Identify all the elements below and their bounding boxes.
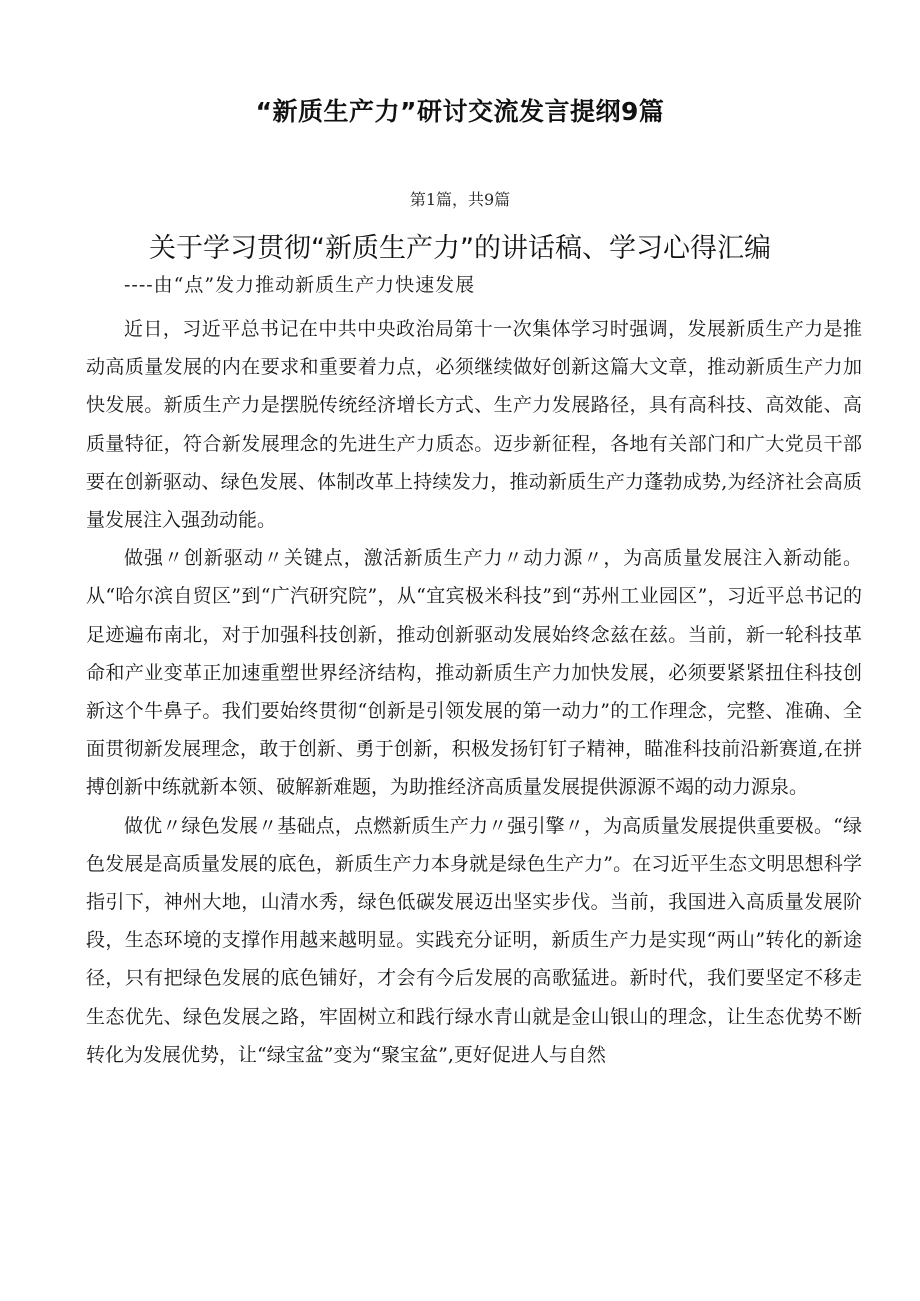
paragraph: 做优〃绿色发展〃基础点，点燃新质生产力〃强引擎〃，为高质量发展提供重要极。“绿色发展是高质量发展的底色，新质生产力本身就是绿色生产力”。在习近平生态文明思想科学指引下，神州大地，山清水秀，绿色低碳发展迈出坚实步伐。当前，我国进入高质量发展阶段，生态环境的支撑作用越来越明显。实践充分证明，新质生产力是实现“两山”转化的新途径，只有把绿色发展的底色铺好，才会有今后发展的高歌猛进。新时代，我们要坚定不移走生态优先、绿色发展之路，牢固树立和践行绿水青山就是金山银山的理念，让生态优势不断转化为发展优势，让“绿宝盆”变为“聚宝盆”,更好促进人与自然 — [86, 814, 862, 1066]
part-counter: 第1篇，共9篇 — [409, 190, 511, 209]
paragraph: 做强〃创新驱动〃关键点，激活新质生产力〃动力源〃，为高质量发展注入新动能。从“哈尔滨自贸区”到“广汽研究院”，从“宜宾极米科技”到“苏州工业园区”，习近平总书记的足迹遍布南北，对于加强科技创新，推动创新驱动发展始终念兹在兹。当前，新一轮科技革命和产业变革正加速重塑世界经济结构，推动新质生产力加快发展，必须要紧紧扭住科技创新这个牛鼻子。我们要始终贯彻“创新是引领发展的第一动力”的工作理念，完整、准确、全面贯彻新发展理念，敢于创新、勇于创新，积极发扬钉钉子精神，瞄准科技前沿新赛道,在拼搏创新中练就新本领、破解新难题，为助推经济高质量发展提供源源不竭的动力源泉。 — [86, 547, 862, 799]
body-text — [86, 310, 862, 1074]
section-subtitle: ----由“点”发力推动新质生产力快速发展 — [124, 274, 476, 296]
paragraph: 近日，习近平总书记在中共中央政治局第十一次集体学习时强调，发展新质生产力是推动高质量发展的内在要求和重要着力点，必须继续做好创新这篇大文章，推动新质生产力加快发展。新质生产力是摆脱传统经济增长方式、生产力发展路径，具有高科技、高效能、高质量特征，符合新发展理念的先进生产力质态。迈步新征程，各地有关部门和广大党员干部要在创新驱动、绿色发展、体制改革上持续发力，推动新质生产力蓬勃成势,为经济社会高质量发展注入强劲动能。 — [86, 318, 862, 532]
document-title: “新质生产力”研讨交流发言提纲9篇 — [255, 97, 665, 126]
section-title: 关于学习贯彻“新质生产力”的讲话稿、学习心得汇编 — [149, 233, 771, 264]
